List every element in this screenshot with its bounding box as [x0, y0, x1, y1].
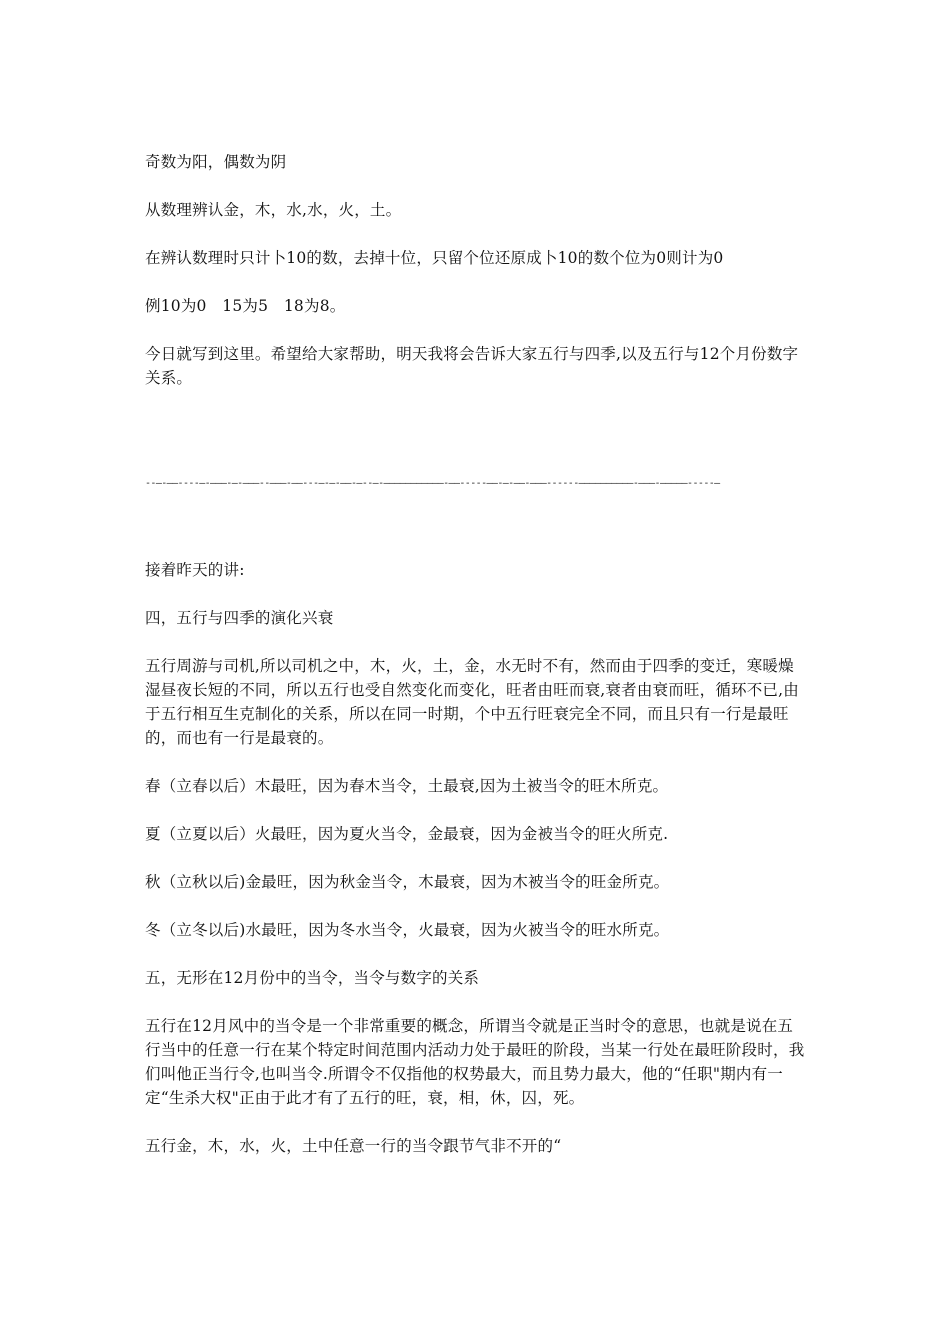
dashed-separator: --—-——----—-———-—-———--———-——---—-—-——-—--—-———————————-——-----——-—-——-———------——————————-———-—————-----—	[145, 478, 720, 489]
paragraph-solar-terms: 五行金，木，水，火，土中任意一行的当令跟节气非不开的“	[145, 1137, 562, 1155]
section-heading-twelve-months: 五，无形在12月份中的当令，当令与数字的关系	[145, 969, 480, 987]
paragraph-odd-even: 奇数为阳，偶数为阴	[145, 153, 287, 171]
section-heading-four-seasons: 四，五行与四季的演化兴衰	[145, 609, 334, 627]
paragraph-seasonal-cycle: 五行周游与司机,所以司机之中，木，火，土，金，水无时不有，然而由于四季的变迁，寒暖燥湿昼夜长短的不同，所以五行也受自然变化而变化，旺者由旺而衰,衰者由衰而旺，循环不已,由于五行相互生克制化的关系，所以在同一时期，个中五行旺衰完全不同，而且只有一行是最旺的，而也有一行是最衰的。	[145, 657, 799, 747]
paragraph-digit-rule: 在辨认数理时只计卜10的数，去掉十位，只留个位还原成卜10的数个位为0则计为0	[145, 249, 724, 267]
document-body	[145, 150, 805, 1182]
paragraph-closing-note: 今日就写到这里。希望给大家帮助，明天我将会告诉大家五行与四季,以及五行与12个月份数字关系。	[145, 345, 799, 387]
paragraph-continuation: 接着昨天的讲:	[145, 561, 245, 579]
paragraph-identify-elements: 从数理辨认金，木，水,水，火，土。	[145, 201, 402, 219]
paragraph-dangling-concept: 五行在12月风中的当令是一个非常重要的概念，所谓当令就是正当时令的意思，也就是说在五行当中的任意一行在某个特定时间范围内活动力处于最旺的阶段，当某一行处在最旺阶段时，我们叫他正当行令,也叫当令.所谓令不仅指他的权势最大，而且势力最大，他的“任职"期内有一定“生杀大权"正由于此才有了五行的旺，衰，相，休，囚，死。	[145, 1017, 805, 1107]
paragraph-summer: 夏（立夏以后）火最旺，因为夏火当令，金最衰，因为金被当令的旺火所克.	[145, 825, 669, 843]
paragraph-winter: 冬（立冬以后)水最旺，因为冬水当令，火最衰，因为火被当令的旺水所克。	[145, 921, 670, 939]
paragraph-examples: 例10为0 15为5 18为8。	[145, 297, 346, 315]
paragraph-spring: 春（立春以后）木最旺，因为春木当令，土最衰,因为土被当令的旺木所克。	[145, 777, 669, 795]
paragraph-autumn: 秋（立秋以后)金最旺，因为秋金当令，木最衰，因为木被当令的旺金所克。	[145, 873, 670, 891]
